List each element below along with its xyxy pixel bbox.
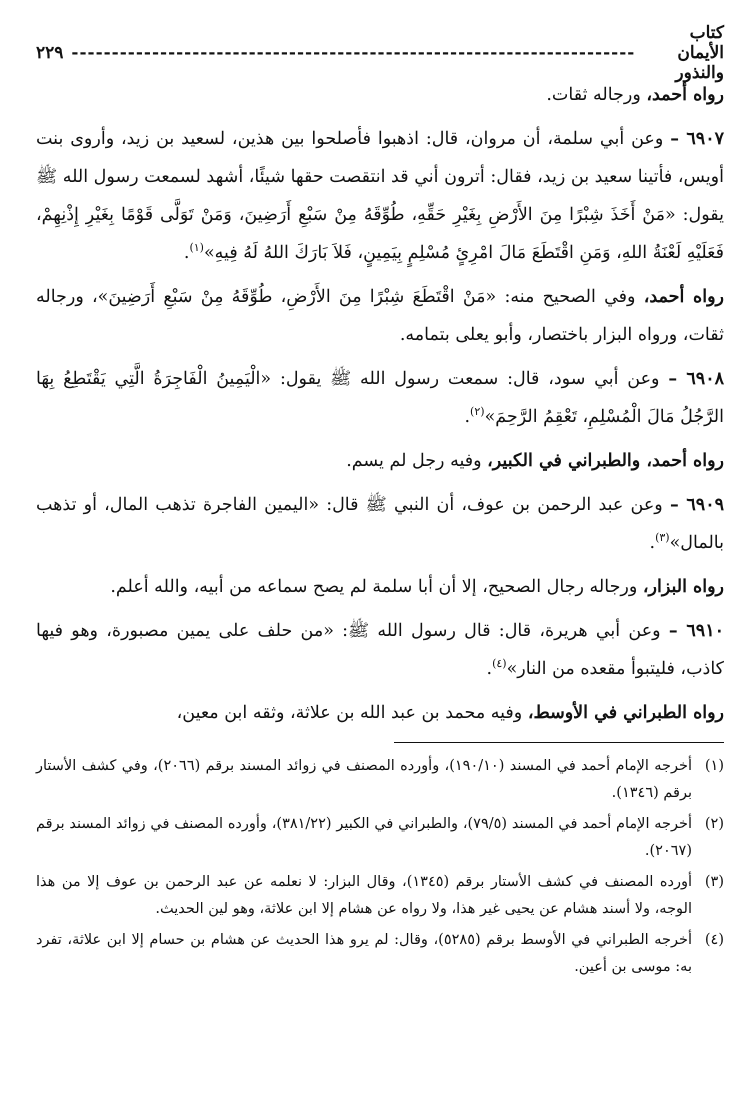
hadith-quote: «الْيَمِينُ الْفَاجِرَةُ الَّتِي يَقْتَطِعُ بِهَا الرَّجُلُ مَالَ الْمُسْلِمِ، تَعْقِمُ الرَّحِمَ» xyxy=(36,369,724,427)
header-title: كتاب الأيمان والنذور xyxy=(675,23,724,83)
paragraph-text: وعن عبد الرحمن بن عوف، أن النبي ﷺ قال: «اليمين الفاجرة تذهب المال، أو تذهب بالمال» xyxy=(36,495,724,553)
hadith-quote: «مَنْ اقْتَطَعَ شِبْرًا مِنَ الأَرْضِ، طُوِّقَهُ مِنْ سَبْعِ أَرَضِينَ» xyxy=(97,287,497,307)
footnote xyxy=(36,811,724,865)
footnote-divider xyxy=(394,742,724,743)
footnote-ref: (٤) xyxy=(492,657,507,671)
paragraph-text: وعن أبي سلمة، أن مروان، قال: اذهبوا فأصلحوا بين هذين، لسعيد بن زيد، وأروى بنت أويس، فأتينا سعيد بن زيد، فقال: أترون أني قد انتقصت حقها شيئًا، أشهد لسمعت رسول الله ﷺ يقول: xyxy=(36,129,724,225)
hadith-number: ٦٩٠٨ – xyxy=(668,369,725,389)
footnote-text: أخرجه الإمام أحمد في المسند (٧٩/٥)، والطبراني في الكبير (٣٨١/٢٢)، وأورده المصنف في زوائد المسند برقم (٢٠٦٧). xyxy=(36,816,693,859)
paragraph-3 xyxy=(36,278,724,354)
footnote-text: أورده المصنف في كشف الأستار برقم (١٣٤٥)، وقال البزار: لا نعلمه عن عبد الرحمن بن عوف إلا من هذا الوجه، ولا أسند هشام عن يحيى غير هذا، ولا رواه عن هشام إلا ابن علاثة، وهو لين الحديث. xyxy=(36,874,692,917)
footnote xyxy=(36,927,724,981)
paragraph-1 xyxy=(36,76,724,114)
footnote-number: (٣) xyxy=(704,874,724,890)
page-number: ٢٢٩ xyxy=(36,43,64,63)
hadith-6908 xyxy=(36,360,724,436)
paragraph-end: . xyxy=(486,659,493,679)
footnotes xyxy=(36,753,724,981)
footnote-text: أخرجه الإمام أحمد في المسند (١٩٠/١٠)، وأورده المصنف في زوائد المسند برقم (٢٠٦٦)، وفي كشف الأستار برقم (١٣٤٦). xyxy=(36,758,692,801)
paragraph-text: وفيه محمد بن عبد الله بن علاثة، وثقه ابن معين، xyxy=(176,703,528,723)
source-bold: رواه الطبراني في الأوسط، xyxy=(527,703,724,723)
footnote-ref: (٣) xyxy=(655,531,670,545)
hadith-6910 xyxy=(36,612,724,688)
paragraph-5 xyxy=(36,442,724,480)
hadith-quote: «مَنْ أَخَذَ شِبْرًا مِنَ الأَرْضِ بِغَيْرِ حَقِّهِ، طُوِّقَهُ مِنْ سَبْعِ أَرَضِينَ، وَمَنْ تَوَلَّى قَوْمًا بِغَيْرِ إِذْنِهِمْ، فَعَلَيْهِ لَعْنَةُ اللهِ، وَمَنِ اقْتَطَعَ مَالَ امْرِئٍ مُسْلِمٍ بِيَمِينٍ، فَلاَ بَارَكَ اللهُ لَهُ فِيهِ» xyxy=(36,205,724,263)
source-bold: رواه أحمد، xyxy=(646,85,724,105)
footnote-number: (١) xyxy=(704,758,724,774)
footnote-ref: (١) xyxy=(189,241,204,255)
paragraph-text-2: ، ورجاله ثقات، ورواه البزار باختصار، وأبو يعلى بتمامه. xyxy=(36,287,724,345)
footnote xyxy=(36,869,724,923)
paragraph-text: وفيه رجل لم يسم. xyxy=(346,451,488,471)
paragraph-text: ورجاله رجال الصحيح، إلا أن أبا سلمة لم يصح سماعه من أبيه، والله أعلم. xyxy=(110,577,643,597)
footnote-number: (٤) xyxy=(704,932,724,948)
paragraph-text: وعن أبي سود، قال: سمعت رسول الله ﷺ يقول: xyxy=(271,369,669,389)
source-bold: رواه البزار، xyxy=(642,577,724,597)
paragraph-7 xyxy=(36,568,724,606)
paragraph-end: . xyxy=(649,533,656,553)
header-divider: ---------------------------------------------------------------------- xyxy=(71,43,636,63)
paragraph-text: وعن أبي هريرة، قال: قال رسول الله ﷺ: «من حلف على يمين مصبورة، وهو فيها كاذب، فليتبوأ مقعده من النار» xyxy=(36,621,724,679)
footnote-text: أخرجه الطبراني في الأوسط برقم (٥٢٨٥)، وقال: لم يرو هذا الحديث عن هشام بن حسام إلا ابن علاثة، تفرد به: موسى بن أعين. xyxy=(36,932,692,975)
footnote-number: (٢) xyxy=(704,816,724,832)
hadith-number: ٦٩٠٩ – xyxy=(669,495,724,515)
hadith-6909 xyxy=(36,486,724,562)
paragraph-end: . xyxy=(183,243,190,263)
paragraph-text: ورجاله ثقات. xyxy=(546,85,647,105)
source-bold: رواه أحمد، xyxy=(643,287,724,307)
source-bold: رواه أحمد، والطبراني في الكبير، xyxy=(487,451,724,471)
paragraph-9 xyxy=(36,694,724,732)
book-page xyxy=(36,23,725,985)
running-header xyxy=(36,23,724,83)
hadith-number: ٦٩١٠ – xyxy=(668,621,724,641)
paragraph-text: وفي الصحيح منه: xyxy=(496,287,644,307)
footnote-ref: (٢) xyxy=(470,405,485,419)
paragraph-end: . xyxy=(464,407,471,427)
hadith-6907 xyxy=(36,120,724,272)
footnote xyxy=(36,753,724,807)
hadith-number: ٦٩٠٧ – xyxy=(670,129,724,149)
main-text xyxy=(36,76,724,732)
